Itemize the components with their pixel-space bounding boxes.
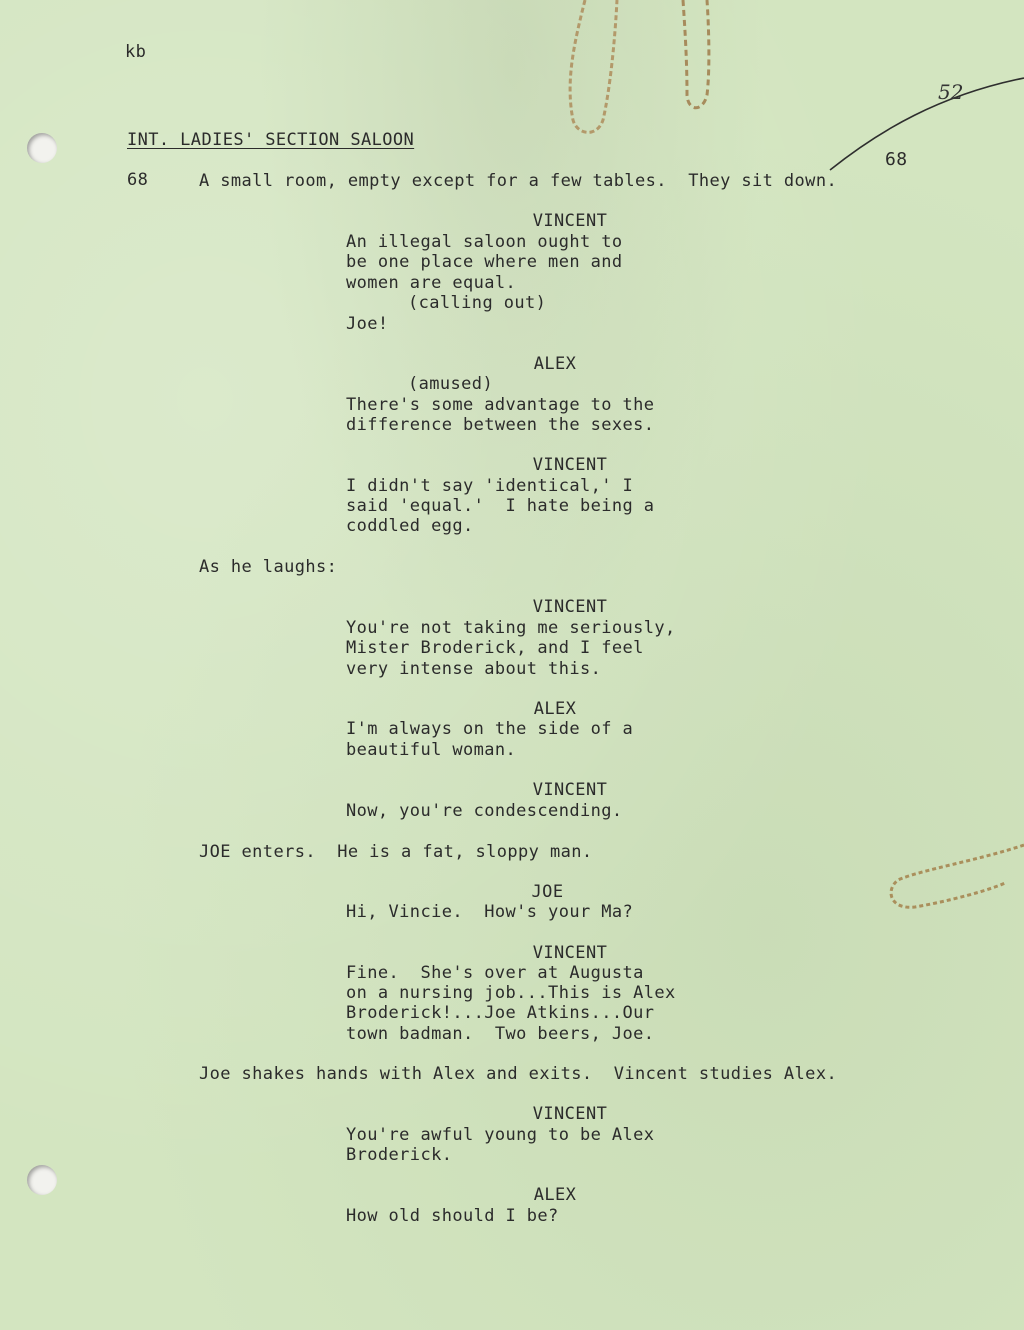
dialogue-line: difference between the sexes. xyxy=(346,415,655,435)
dialogue-line: Now, you're condescending. xyxy=(346,801,623,821)
character-name: ALEX xyxy=(533,1185,577,1205)
typist-initials: kb xyxy=(125,42,147,62)
paperclip-rust-mark-icon xyxy=(555,0,725,140)
character-name: ALEX xyxy=(533,354,577,374)
dialogue-line: You're awful young to be Alex xyxy=(346,1125,655,1145)
scene-action: A small room, empty except for a few tables. They sit down. xyxy=(199,171,838,191)
dialogue-line: Mister Broderick, and I feel xyxy=(346,638,644,658)
character-name: VINCENT xyxy=(532,943,608,963)
character-name: VINCENT xyxy=(532,780,608,800)
parenthetical: (calling out) xyxy=(408,293,547,313)
dialogue-line: be one place where men and xyxy=(346,252,623,272)
scene-number-left: 68 xyxy=(127,170,149,190)
dialogue-line: beautiful woman. xyxy=(346,740,517,760)
character-name: JOE xyxy=(531,882,564,902)
dialogue-line: You're not taking me seriously, xyxy=(346,618,676,638)
action-line: Joe shakes hands with Alex and exits. Vincent studies Alex. xyxy=(199,1064,838,1084)
scene-number-right: 68 xyxy=(885,149,908,170)
dialogue-line: said 'equal.' I hate being a xyxy=(346,496,655,516)
dialogue-line: Fine. She's over at Augusta xyxy=(346,963,644,983)
dialogue-line: Broderick. xyxy=(346,1145,453,1165)
dialogue-line: There's some advantage to the xyxy=(346,395,655,415)
paperclip-rust-mark-side-icon xyxy=(880,835,1024,925)
binder-hole-bottom xyxy=(27,1165,57,1195)
dialogue-line: Joe! xyxy=(346,314,389,334)
character-name: VINCENT xyxy=(532,211,608,231)
dialogue-line: Hi, Vincie. How's your Ma? xyxy=(346,902,634,922)
dialogue-line: coddled egg. xyxy=(346,516,474,536)
action-line: As he laughs: xyxy=(199,557,338,577)
parenthetical: (amused) xyxy=(408,374,494,394)
dialogue-line: women are equal. xyxy=(346,273,517,293)
page-number-handwritten: 52 xyxy=(938,80,964,104)
dialogue-line: on a nursing job...This is Alex xyxy=(346,983,676,1003)
character-name: VINCENT xyxy=(532,597,608,617)
dialogue-line: I'm always on the side of a xyxy=(346,719,634,739)
character-name: ALEX xyxy=(533,699,577,719)
scene-heading: INT. LADIES' SECTION SALOON xyxy=(127,130,415,150)
dialogue-line: town badman. Two beers, Joe. xyxy=(346,1024,655,1044)
dialogue-line: very intense about this. xyxy=(346,659,602,679)
dialogue-line: I didn't say 'identical,' I xyxy=(346,476,634,496)
character-name: VINCENT xyxy=(532,1104,608,1124)
character-name: VINCENT xyxy=(532,455,608,475)
dialogue-line: Broderick!...Joe Atkins...Our xyxy=(346,1003,655,1023)
binder-hole-top xyxy=(27,133,57,163)
dialogue-line: An illegal saloon ought to xyxy=(346,232,623,252)
action-line: JOE enters. He is a fat, sloppy man. xyxy=(199,842,593,862)
dialogue-line: How old should I be? xyxy=(346,1206,559,1226)
revision-slash-mark xyxy=(820,70,1024,180)
